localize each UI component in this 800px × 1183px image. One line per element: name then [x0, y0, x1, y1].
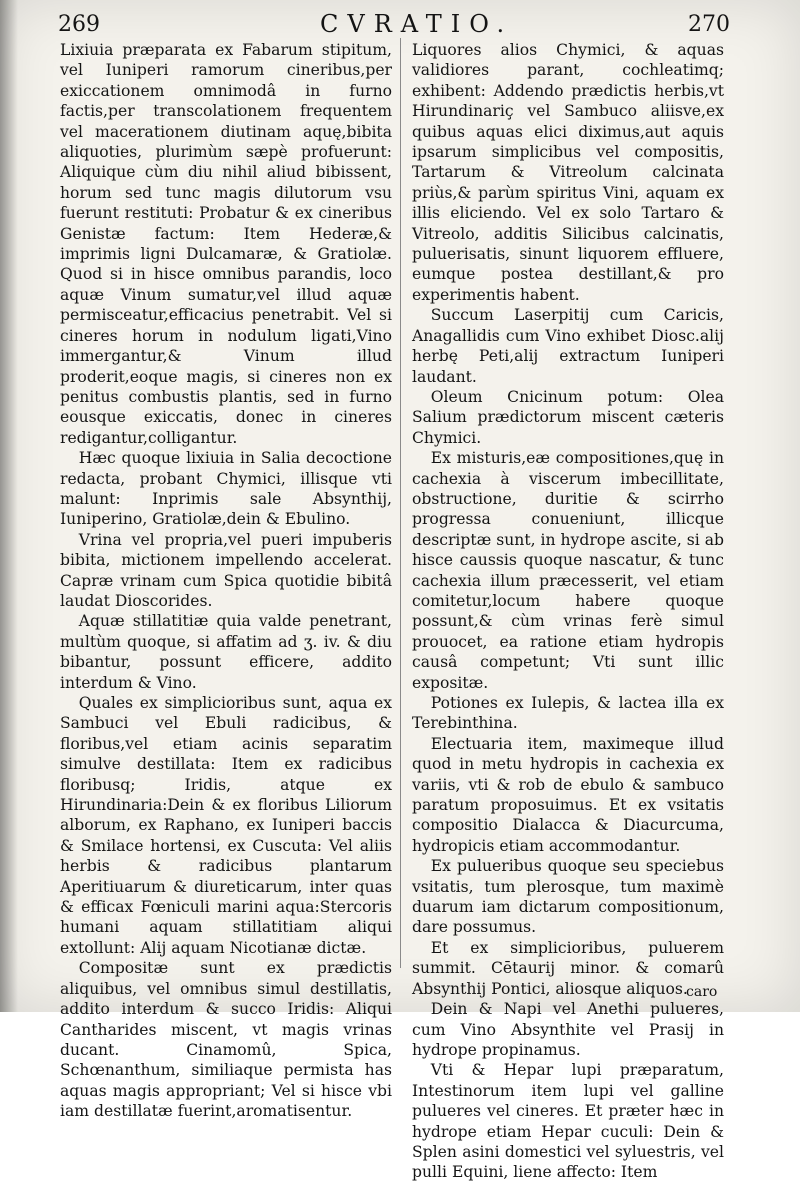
paragraph: Vrina vel propria,vel pueri impuberis bibita, mictionem impellendo accelerat. Capræ vrinam cum Spica quotidie bibitâ laudat Dioscorides. [60, 530, 392, 610]
paragraph: Ex pulueribus quoque seu speciebus vsitatis, tum plerosque, tum maximè duarum iam dictarum compositionum, dare possumus. [412, 857, 724, 937]
paragraph: Oleum Cnicinum potum: Olea Salium prædictorum miscent cæteris Chymici. [412, 387, 724, 447]
paragraph: Quales ex simplicioribus sunt, aqua ex Sambuci vel Ebuli radicibus, & floribus,vel etiam acinis separatim simulve destillata: Item ex radicibus floribusq; Iridis, atque ex Hirundinaria:Dein & ex floribus Liliorum alborum, ex Raphano, ex Iuniperi baccis & Smilace hortensi, ex Cuscuta: Vel aliis herbis & radicibus plantarum Aperitiuarum & diureticarum, inter quas & efficax Fœniculi marini aqua:Stercoris humani aquam stillatitiam aliqui extollunt: Alij aquam Nicotianæ dictæ. [60, 694, 392, 957]
right-column [412, 40, 724, 1183]
paragraph: Ex misturis,eæ compositiones,quę in cachexia à viscerum imbecillitate, obstructione, duritie & scirrho progressa conueniunt, illicque descriptæ sunt, in hydrope ascite, si ab hisce caussis quoque nascatur, & tunc cachexia illum præcesserit, vel etiam comitetur,locum habere quoque possunt,& cùm vrinas ferè simul prouocet, ea ratione etiam hydropis causâ competunt; Vti sunt illic expositæ. [412, 449, 725, 692]
paragraph: Lixiuia præparata ex Fabarum stipitum, vel Iuniperi ramorum cineribus,per exiccationem omnimodâ in furno factis,per transcolationem frequentem vel macerationem diutinam aquę,bibita aliquoties, plurimùm sæpè profuerunt: Aliquique cùm diu nihil aliud bibissent, horum sed tunc magis dilutorum vsu fuerunt restituti: Probatur & ex cineribus Genistæ factum: Item Hederæ,& imprimis ligni Dulcamaræ, & Gratiolæ. Quod si in hisce omnibus parandis, loco aquæ Vinum sumatur,vel illud aquæ permisceatur,efficacius penetrabit. Vel si cineres horum in nodulum ligati,Vino immergantur,& Vinum illud proderit,eoque magis, si cineres non ex penitus combustis plantis, sed in furno eousque exiccatis, donec in cineres redigantur,colligantur. [60, 41, 392, 447]
paragraph: Dein & Napi vel Anethi pulueres, cum Vino Absynthite vel Prasij in hydrope propinamus. [412, 1000, 724, 1059]
paragraph: Potiones ex Iulepis, & lactea illa ex Terebinthina. [412, 694, 724, 733]
page-number-left: 269 [58, 12, 100, 37]
paragraph: Et ex simplicioribus, puluerem summit. Cētaurij minor. & comarû Absynthij Pontici, aliosque aliquos. [412, 938, 724, 998]
left-column [60, 40, 392, 1122]
paragraph: Liquores alios Chymici, & aquas validiores parant, cochleatimq; exhibent: Addendo prædictis herbis,vt Hirundinariç vel Sambuco aliisve,ex quibus aquas elici diximus,aut aquis ipsarum simplicibus vel compositis, Tartarum & Vitreolum calcinata priùs,& parùm spiritus Vini, aquam ex illis eliciendo. Vel ex solo Tartaro & Vitreolo, additis Silicibus calcinatis, puluerisatis, sinunt liquorem effluere, eumque postea destillant,& pro experimentis habent. [412, 41, 724, 304]
paragraph: Aquæ stillatitiæ quia valde penetrant, multùm quoque, si affatim ad ʒ. iv. & diu bibantur, possunt efficere, addito interdum & Vino. [60, 612, 392, 692]
paragraph: Vti & Hepar lupi præparatum, Intestinorum item lupi vel galline pulueres vel cineres. Et præter hæc in hydrope etiam Hepar cuculi: Dein & Splen asini domestici vel syluestris, vel pulli Equini, liene affecto: Item [412, 1061, 724, 1182]
paragraph: Compositæ sunt ex prædictis aliquibus, vel omnibus simul destillatis, addito interdum & succo Iridis: Aliqui Cantharides miscent, vt magis vrinas ducant. Cinamomû, Spica, Schœnanthum, similiaque permista has aquas magis appropriant; Vel si hisce vbi iam destillatæ fuerint,aromatisentur. [60, 959, 392, 1121]
paragraph: Electuaria item, maximeque illud quod in metu hydropis in cachexia ex variis, vti & rob de ebulo & sambuco paratum proposuimus. Et ex vsitatis compositio Dialacca & Diacurcuma, hydropicis etiam accommodantur. [412, 734, 724, 855]
column-divider [400, 38, 401, 968]
binding-shadow [0, 0, 18, 1012]
paragraph: Hæc quoque lixiuia in Salia decoctione redacta, probant Chymici, illisque vti malunt: Inprimis sale Absynthij, Iuniperino, Gratiolæ,dein & Ebulino. [60, 449, 392, 529]
paragraph: Succum Laserpitij cum Caricis, Anagallidis cum Vino exhibet Diosc.alij herbę Peti,alij extractum Iuniperi laudant. [412, 306, 724, 386]
page-number-right: 270 [688, 12, 730, 37]
catchword: caro [686, 984, 718, 1000]
running-title: CVRATIO. [320, 10, 514, 38]
